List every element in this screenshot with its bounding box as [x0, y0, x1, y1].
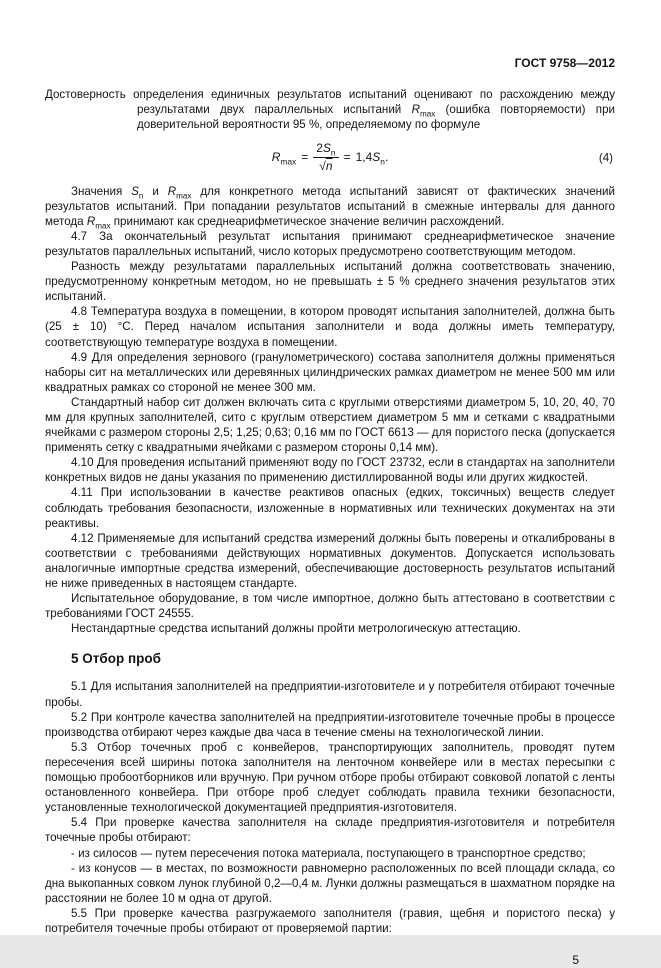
paragraph: 5.5 При проверке качества разгружаемого заполнителя (гравия, щебня и пористого песка) у потребителя точечные пробы отбирают от проверяемой партии:	[45, 906, 615, 935]
section-heading: 5 Отбор проб	[71, 651, 161, 667]
paragraph: Стандартный набор сит должен включать сита с круглыми отверстиями диаметром 5, 10, 20, 40, 70 мм для крупных заполнителей, сито с круглым отверстием диаметром 5 мм и сетками с квадратными ячейками с размером стороны 2,5; 1,25; 0,63; 0,16 мм по ГОСТ 6613 — для пористого песка (допускается применять сетку с квадратными ячейками с размером стороны 0,14 мм).	[45, 395, 615, 455]
formula-rhs: $1,4S_n$.	[355, 150, 389, 167]
fraction-denominator: √n	[319, 159, 333, 174]
paragraph: Значения $S_n$ и $R_{max}$ для конкретного метода испытаний зависят от фактических значений результатов испытаний. При попадании результатов испытаний в смежные интервалы для данного метода $R_{max}$ принимают как среднеарифметическое значение величин расхождений.	[45, 184, 615, 231]
document-header: ГОСТ 9758—2012	[514, 56, 615, 70]
formula-4	[45, 141, 615, 174]
paragraph: Испытательное оборудование, в том числе импортное, должно быть аттестовано в соответствии с требованиями ГОСТ 24555.	[45, 592, 615, 621]
paragraph: 4.9 Для определения зернового (гранулометрического) состава заполнителя должны применяться наборы сит на металлических или деревянных цилиндрических рамках диаметром не менее 500 мм или квадратных рамках со стороной не менее 300 мм.	[45, 350, 615, 394]
page-body	[45, 87, 615, 936]
page-number: 5	[572, 953, 579, 968]
radical-sign: √	[319, 159, 326, 174]
paragraph: Разность между результатами параллельных испытаний должна соответствовать значению, предусмотренному конкретным методом, но не превышать ± 5 % среднего значения результатов этих испытаний.	[45, 260, 615, 304]
paragraph: 5.1 Для испытания заполнителей на предприятии-изготовителе и у потребителя отбирают точечные пробы.	[45, 680, 615, 709]
paragraph: 5.3 Отбор точечных проб с конвейеров, транспортирующих заполнитель, проводят путем пересечения всей ширины потока заполнителя на ленточном конвейере или в местах пересыпки с помощью пробоотборников или вручную. При ручном отборе пробы отбирают совковой лопатой с ленты остановленного конвейера. При отборе проб следует соблюдать правила техники безопасности, установленные технологической документацией предприятия-изготовителя.	[45, 740, 615, 815]
paragraph: - из конусов — в местах, по возможности равномерно расположенных по всей площади склада, со дна выкопанных совком лунок глубиной 0,2—0,4 м. Лунки должны размещаться в шахматном порядке на расстоянии не более 10 м одна от другой.	[45, 861, 616, 905]
paragraph: 4.11 При использовании в качестве реактивов опасных (едких, токсичных) веществ следует соблюдать требования безопасности, изложенные в нормативных или технических документах на эти реактивы.	[45, 486, 615, 530]
equals-sign: =	[343, 150, 351, 165]
formula-lhs: $R_{max}$	[271, 150, 297, 167]
paragraph: 4.10 Для проведения испытаний применяют воду по ГОСТ 23732, если в стандартах на заполнители конкретных видов не даны указания по применению дистиллированной воды или других жидкостей.	[45, 456, 615, 485]
paragraph: 5.4 При проверке качества заполнителя на складе предприятия-изготовителя и потребителя точечные пробы отбирают:	[45, 816, 615, 845]
math-variable: R	[167, 184, 177, 198]
equation-number: (4)	[598, 151, 613, 165]
paragraph: 4.8 Температура воздуха в помещении, в котором проводят испытания заполнителей, должна быть (25 ± 10) °С. Перед началом испытания заполнители и вода должны иметь температуру, соответствующую температуре воздуха в помещении.	[45, 305, 615, 349]
math-variable: R	[86, 214, 96, 228]
math-variable: R	[411, 103, 420, 117]
paragraph: 5.2 При контроле качества заполнителей на предприятии-изготовителе точечные пробы в процессе производства отбирают через каждые два часа в течение смены на технологической линии.	[45, 710, 615, 739]
paragraph: 4.12 Применяемые для испытаний средства измерений должны быть поверены и откалиброваны в соответствии с требованиями действующих нормативных документов. Допускается использовать аналогичные импортные средства измерений, обеспечивающие достоверность результатов испытаний не ниже приведенных в настоящем стандарте.	[45, 531, 615, 590]
math-variable: S	[131, 184, 139, 198]
paragraph: Достоверность определения единичных результатов испытаний оценивают по расхождению между результатами двух параллельных испытаний $R_{max}$ (ошибка повторяемости) при доверительной вероятности 95 %, определяемому по формуле	[45, 88, 616, 132]
formula-expression	[272, 141, 389, 174]
paragraph: Нестандартные средства испытаний должны пройти метрологическую аттестацию.	[71, 622, 521, 636]
fraction-numerator: $2S_n$	[313, 141, 338, 158]
paragraph: - из силосов — путем пересечения потока материала, поступающего в транспортное средство;	[71, 846, 586, 860]
paragraph: 4.7 За окончательный результат испытания принимают среднеарифметическое значение результатов параллельных испытаний, число которых предусмотрено соответствующим методом.	[45, 229, 615, 258]
fraction	[313, 141, 338, 174]
equals-sign: =	[301, 150, 309, 165]
